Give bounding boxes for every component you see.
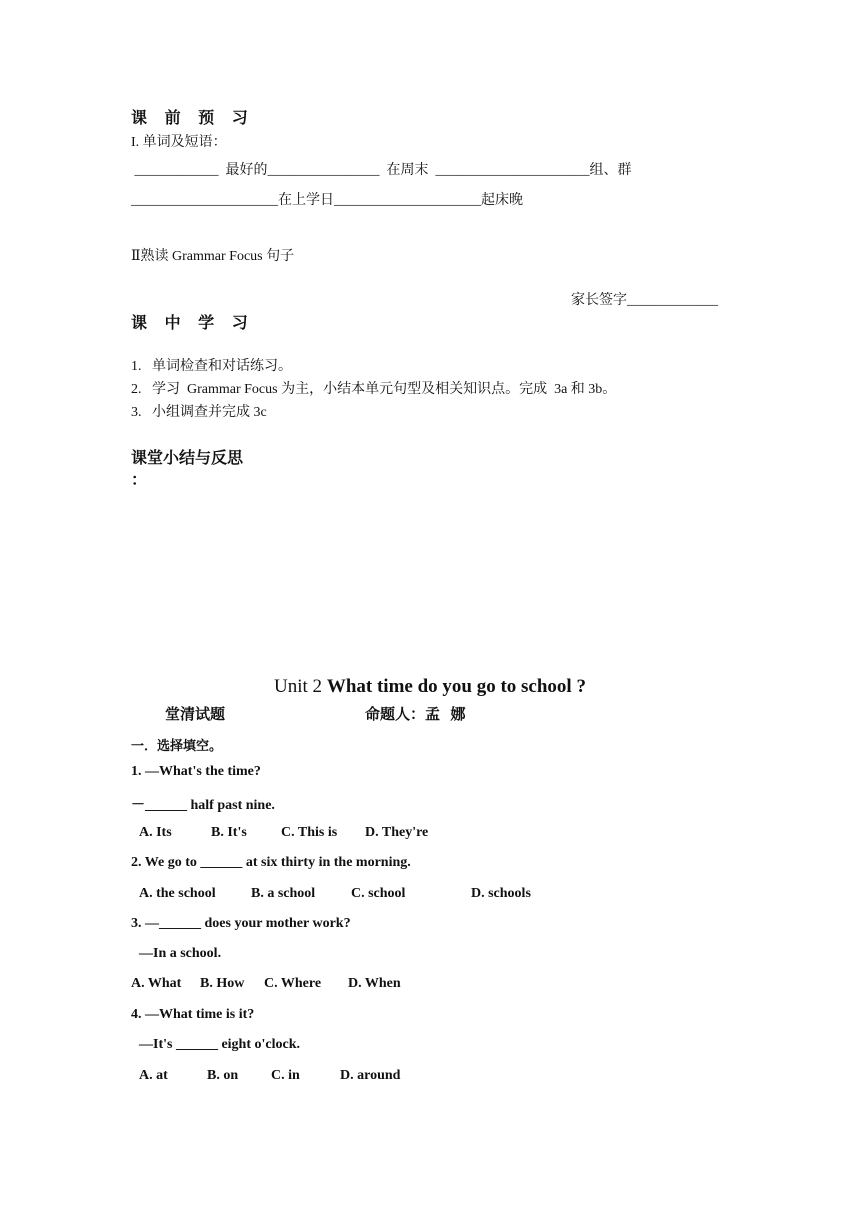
q4-option-d: D. around	[340, 1068, 401, 1083]
summary-colon: ：	[131, 470, 148, 489]
quiz-section-heading: 一．选择填空。	[131, 739, 223, 754]
question-3-options	[131, 976, 401, 992]
q3-option-c: C. Where	[264, 976, 322, 991]
q1-option-b: B. It's	[211, 825, 247, 840]
vocab-item-label: I. 单词及短语：	[131, 135, 227, 150]
in-class-step-3: 3. 小组调查并完成 3c	[131, 405, 267, 420]
q4-option-a: A. at	[139, 1068, 168, 1083]
quiz-title	[0, 676, 860, 698]
in-class-step-1: 1. 单词检查和对话练习。	[131, 359, 292, 374]
parent-signature-line: 家长签字_____________	[571, 293, 718, 308]
quiz-author: 命题人：孟 娜	[365, 705, 466, 723]
q2-option-a: A. the school	[139, 886, 216, 901]
quiz-subtitle-left: 堂清试题	[165, 705, 226, 723]
question-2: 2. We go to ______ at six thirty in the morning.	[131, 855, 411, 870]
vocab-blank-line-1: ____________ 最好的________________ 在周末 ______________________组、群	[131, 163, 632, 178]
in-class-step-2: 2. 学习 Grammar Focus 为主，小结本单元句型及相关知识点。完成 3a 和 3b。	[131, 382, 617, 397]
quiz-title-prefix: Unit 2	[274, 676, 327, 697]
question-4-reply: —It's ______ eight o'clock.	[139, 1037, 300, 1052]
q1-option-c: C. This is	[281, 825, 338, 840]
q2-option-b: B. a school	[251, 886, 316, 901]
question-1: 1. —What's the time?	[131, 764, 261, 779]
q4-option-c: C. in	[271, 1068, 300, 1083]
question-4-options	[139, 1068, 400, 1084]
q3-option-b: B. How	[200, 976, 245, 991]
q3-option-a: A. What	[131, 976, 182, 991]
q2-option-d: D. schools	[471, 886, 531, 901]
summary-heading: 课堂小结与反思	[131, 448, 244, 467]
quiz-title-bold: What time do you go to school ?	[326, 676, 586, 697]
vocab-blank-line-2: _____________________在上学日_____________________起床晚	[131, 193, 523, 208]
in-class-heading: 课 中 学 习	[131, 313, 254, 332]
q3-option-d: D. When	[348, 976, 401, 991]
question-1-reply: －______ half past nine.	[131, 798, 275, 813]
preview-heading: 课 前 预 习	[131, 108, 254, 127]
q1-option-d: D. They're	[365, 825, 429, 840]
q2-option-c: C. school	[351, 886, 406, 901]
q4-option-b: B. on	[207, 1068, 239, 1083]
question-1-options	[139, 825, 428, 841]
question-2-options	[139, 886, 531, 902]
q1-option-a: A. Its	[139, 825, 172, 840]
question-4: 4. —What time is it?	[131, 1007, 255, 1022]
question-3: 3. —______ does your mother work?	[131, 916, 351, 931]
grammar-focus-item: Ⅱ熟读 Grammar Focus 句子	[131, 249, 295, 264]
question-3-reply: —In a school.	[139, 946, 222, 961]
